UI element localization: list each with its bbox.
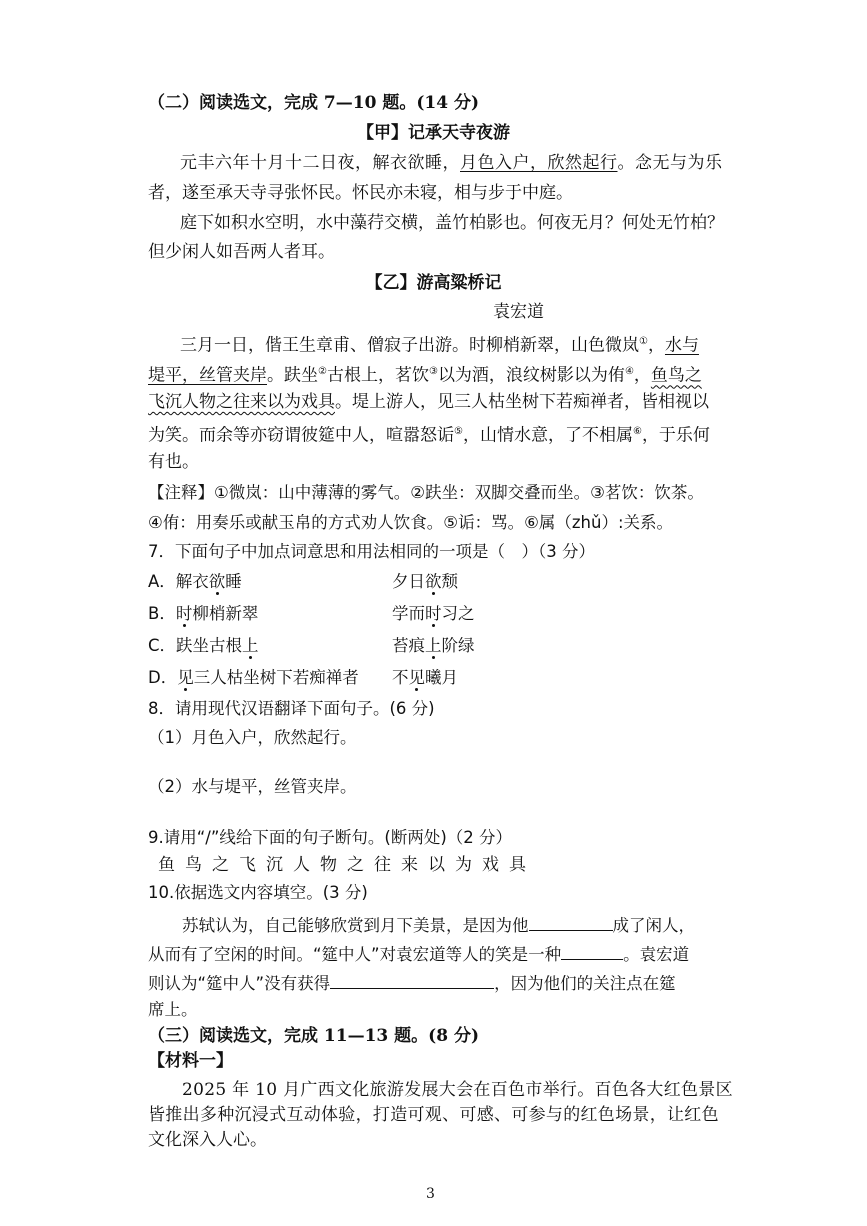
yi-text: ，	[633, 365, 651, 386]
option-text: 苔痕	[392, 636, 425, 655]
jia-text: 。念无与为乐	[617, 153, 723, 173]
option-text: A．解衣	[148, 572, 209, 591]
q10-text: 苏轼认为，自己能够欣赏到月下美景，是因为他	[182, 916, 529, 935]
option-text: B．	[148, 604, 176, 623]
option-text: 习之	[441, 604, 475, 623]
note-marker: ⑥	[632, 426, 642, 437]
option-text: 颓	[441, 572, 458, 591]
yi-text: 。堤上游人，见三人枯坐树下若痴禅者，皆相视以	[335, 392, 709, 412]
yi-text: 为笑。而余等亦窃谓彼筵中人，喧嚣怒诟	[148, 425, 454, 446]
q10-text: 成了闲人，	[612, 916, 695, 935]
q10-line4: 席上。	[148, 1000, 198, 1019]
option-text: 阶绿	[441, 636, 475, 655]
q7-option-b-right	[392, 603, 475, 625]
dotted-word: 见	[177, 668, 194, 687]
dotted-word: 上	[425, 636, 442, 655]
page-number: 3	[426, 1186, 435, 1202]
q7-option-b-left	[148, 603, 258, 625]
yi-text: ，山情水意，了不相属	[462, 425, 633, 446]
option-text: 夕日	[392, 572, 425, 591]
dotted-word: 欲	[425, 572, 442, 591]
notes-line2: ④侑：用奏乐或献玉帛的方式劝人饮食。⑤诟：骂。⑥属（zhǔ）:关系。	[148, 513, 674, 532]
question-9-stem: 9.请用“/”线给下面的句子断句。(断两处)（2 分）	[148, 828, 513, 847]
q10-text: 从而有了空闲的时间。“筵中人”对袁宏道等人的笑是一种	[148, 945, 562, 964]
jia-underlined-sentence: 月色入户，欣然起行	[460, 153, 618, 173]
option-text: 睡	[225, 572, 242, 591]
answer-blank[interactable]	[561, 941, 623, 960]
q10-line2	[148, 941, 689, 966]
q7-option-d-left	[148, 667, 359, 689]
material-1-line2: 皆推出多种沉浸式互动体验，打造可观、可感、可参与的红色场景，让红色	[148, 1105, 719, 1125]
q7-option-a-right	[392, 571, 458, 593]
dotted-word: 时	[425, 604, 442, 623]
yi-wavy-underlined-sentence: 飞沉人物之往来以为戏具	[148, 392, 335, 412]
option-text: 柳梢新翠	[192, 604, 259, 623]
option-text: 学而	[392, 604, 425, 623]
dotted-word: 上	[242, 636, 259, 655]
option-text: D．	[148, 668, 178, 687]
question-10-stem: 10.依据选文内容填空。(3 分)	[148, 883, 368, 902]
q9-sentence: 鱼鸟之飞沉人物之往来以为戏具	[158, 855, 536, 875]
material-1-title: 【材料一】	[148, 1051, 233, 1071]
q7-option-c-left	[148, 635, 259, 657]
yi-line5: 有也。	[148, 452, 199, 472]
note-marker: ②	[318, 366, 327, 377]
yi-underlined-sentence: 水与	[664, 335, 699, 356]
q10-text: 则认为“筵中人”没有获得	[148, 974, 331, 993]
dotted-word: 时	[175, 604, 193, 623]
jia-title: 【甲】记承天寺夜游	[357, 123, 510, 143]
jia-paragraph1-line2: 者，遂至承天寺寻张怀民。怀民亦未寝，相与步于中庭。	[148, 183, 573, 203]
q8-sentence-1: （1）月色入户，欣然起行。	[148, 728, 357, 747]
q7-option-a-left	[148, 571, 242, 593]
jia-text: 元丰六年十月十二日夜，解衣欲睡，	[180, 153, 460, 173]
dotted-word: 欲	[208, 572, 226, 591]
note-marker: ④	[624, 366, 634, 377]
option-text: 不	[392, 668, 409, 687]
jia-paragraph1-line1	[180, 152, 723, 174]
section2-heading: （二）阅读选文，完成 7—10 题。(14 分)	[148, 93, 479, 113]
notes-line1: 【注释】①微岚：山中薄薄的雾气。②趺坐：双脚交叠而坐。③茗饮：饮茶。	[148, 483, 704, 502]
yi-text: ，于乐何	[641, 425, 710, 446]
yi-title: 【乙】游高粱桥记	[365, 273, 502, 293]
yi-line1	[180, 331, 699, 357]
answer-blank[interactable]	[330, 970, 494, 989]
section3-heading: （三）阅读选文，完成 11—13 题。(8 分)	[148, 1026, 479, 1046]
note-marker: ③	[428, 366, 438, 377]
note-marker: ⑤	[454, 426, 463, 437]
q10-text: ，因为他们的关注点在筵	[494, 974, 676, 993]
yi-line2	[148, 361, 702, 387]
yi-text: ，	[647, 335, 665, 356]
jia-paragraph2-line1: 庭下如积水空明，水中藻荇交横，盖竹柏影也。何夜无月？何处无竹柏？	[180, 213, 724, 233]
option-text: C．趺坐古根	[148, 636, 243, 655]
answer-blank[interactable]	[529, 912, 613, 931]
option-text: 三人枯坐树下若痴禅者	[193, 668, 359, 687]
q7-option-d-right	[392, 667, 458, 689]
yi-wavy-underlined-sentence: 鱼鸟之	[650, 365, 702, 386]
question-7-stem: 7．下面句子中加点词意思和用法相同的一项是（ ）（3 分）	[148, 542, 595, 561]
dotted-word: 见	[408, 668, 425, 687]
yi-line4	[148, 421, 710, 447]
question-8-stem: 8．请用现代汉语翻译下面句子。(6 分)	[148, 699, 435, 718]
yi-underlined-sentence: 堤平，丝管夹岸	[148, 365, 267, 386]
q8-sentence-2: （2）水与堤平，丝管夹岸。	[148, 777, 357, 796]
option-text: 曦月	[425, 668, 458, 687]
yi-text: 以为酒，浪纹树影以为侑	[437, 365, 625, 386]
yi-line3	[148, 391, 709, 413]
q10-text: 。袁宏道	[623, 945, 690, 964]
yi-text: 。趺坐	[267, 365, 318, 386]
q10-line1	[182, 912, 695, 937]
material-1-line1: 2025 年 10 月广西文化旅游发展大会在百色市举行。百色各大红色景区	[182, 1080, 733, 1100]
yi-text: 三月一日，偕王生章甫、僧寂子出游。时柳梢新翠，山色微岚	[180, 335, 639, 356]
note-marker: ①	[639, 336, 648, 347]
jia-paragraph2-line2: 但少闲人如吾两人者耳。	[148, 242, 335, 262]
q10-line3	[148, 970, 676, 995]
q7-option-c-right	[392, 635, 475, 657]
yi-author: 袁宏道	[493, 302, 544, 322]
material-1-line3: 文化深入人心。	[148, 1130, 267, 1150]
yi-text: 古根上，茗饮	[326, 365, 429, 386]
